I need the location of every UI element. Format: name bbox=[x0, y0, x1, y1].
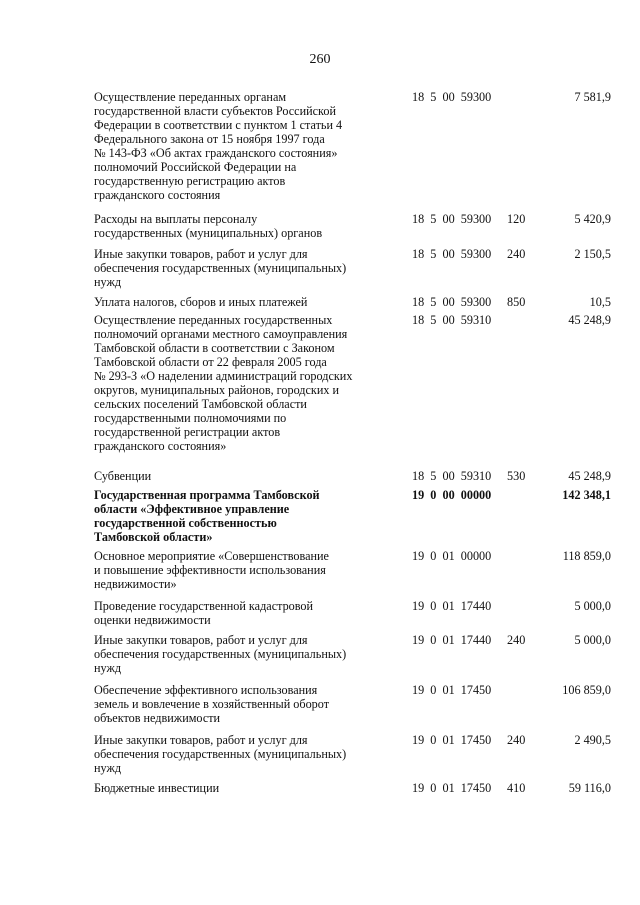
row-code: 19 0 01 17440 bbox=[412, 633, 492, 647]
row-code: 18 5 00 59300 bbox=[412, 90, 492, 104]
row-expense-type: 410 bbox=[507, 781, 526, 795]
row-amount: 5 420,9 bbox=[574, 212, 611, 226]
row-name: Осуществление переданных органам государственной власти субъектов Российской Федерации в соответствии с пунктом 1 статьи 4 Федерального закона от 15 ноября 1997 года № 143-ФЗ «Об актах гражданского состояния» полномочий Российской Федерации на государственную регистрацию актов гражданского состояния bbox=[94, 90, 343, 202]
row-name: Иные закупки товаров, работ и услуг для обеспечения государственных (муниципальных) нужд bbox=[94, 247, 347, 289]
row-amount: 10,5 bbox=[589, 295, 611, 309]
row-amount: 45 248,9 bbox=[568, 469, 611, 483]
row-name: Проведение государственной кадастровой оценки недвижимости bbox=[94, 599, 314, 627]
row-amount: 7 581,9 bbox=[574, 90, 611, 104]
row-expense-type: 120 bbox=[507, 212, 526, 226]
row-name: Уплата налогов, сборов и иных платежей bbox=[94, 295, 308, 309]
row-code: 18 5 00 59300 bbox=[412, 212, 492, 226]
row-name: Осуществление переданных государственных полномочий органами местного самоуправления Тамбовской области в соответствии с Законом Тамбовской области от 22 февраля 2005 года № 293-З «О наделении администраций городских округов, муниципальных районов, городских и сельских поселений Тамбовской области государственными полномочиями по государственной регистрации актов гражданского состояния» bbox=[94, 313, 353, 453]
row-name: Основное мероприятие «Совершенствование и повышение эффективности использования недвижимости» bbox=[94, 549, 329, 591]
row-amount: 5 000,0 bbox=[574, 599, 611, 613]
row-amount: 45 248,9 bbox=[568, 313, 611, 327]
row-code: 19 0 01 00000 bbox=[412, 549, 492, 563]
row-amount: 59 116,0 bbox=[568, 781, 611, 795]
row-name: Государственная программа Тамбовской области «Эффективное управление государственной собственностью Тамбовской области» bbox=[94, 488, 320, 544]
row-amount: 118 859,0 bbox=[562, 549, 611, 563]
row-expense-type: 850 bbox=[507, 295, 526, 309]
row-name: Расходы на выплаты персоналу государственных (муниципальных) органов bbox=[94, 212, 323, 240]
row-expense-type: 240 bbox=[507, 633, 526, 647]
row-expense-type: 530 bbox=[507, 469, 526, 483]
row-code: 19 0 01 17450 bbox=[412, 683, 492, 697]
row-code: 19 0 00 00000 bbox=[412, 488, 492, 502]
row-name: Иные закупки товаров, работ и услуг для обеспечения государственных (муниципальных) нужд bbox=[94, 633, 347, 675]
row-code: 19 0 01 17450 bbox=[412, 733, 492, 747]
row-expense-type: 240 bbox=[507, 247, 526, 261]
page-number: 260 bbox=[309, 52, 331, 67]
row-code: 18 5 00 59300 bbox=[412, 295, 492, 309]
row-code: 19 0 01 17440 bbox=[412, 599, 492, 613]
row-code: 18 5 00 59310 bbox=[412, 313, 492, 327]
row-name: Обеспечение эффективного использования земель и вовлечение в хозяйственный оборот объектов недвижимости bbox=[94, 683, 330, 725]
row-amount: 5 000,0 bbox=[574, 633, 611, 647]
row-amount: 106 859,0 bbox=[562, 683, 611, 697]
row-expense-type: 240 bbox=[507, 733, 526, 747]
row-name: Бюджетные инвестиции bbox=[94, 781, 220, 795]
row-code: 18 5 00 59310 bbox=[412, 469, 492, 483]
row-amount: 142 348,1 bbox=[562, 488, 611, 502]
row-amount: 2 490,5 bbox=[574, 733, 611, 747]
row-amount: 2 150,5 bbox=[574, 247, 611, 261]
row-name: Субвенции bbox=[94, 469, 152, 483]
row-code: 18 5 00 59300 bbox=[412, 247, 492, 261]
row-code: 19 0 01 17450 bbox=[412, 781, 492, 795]
row-name: Иные закупки товаров, работ и услуг для обеспечения государственных (муниципальных) нужд bbox=[94, 733, 347, 775]
